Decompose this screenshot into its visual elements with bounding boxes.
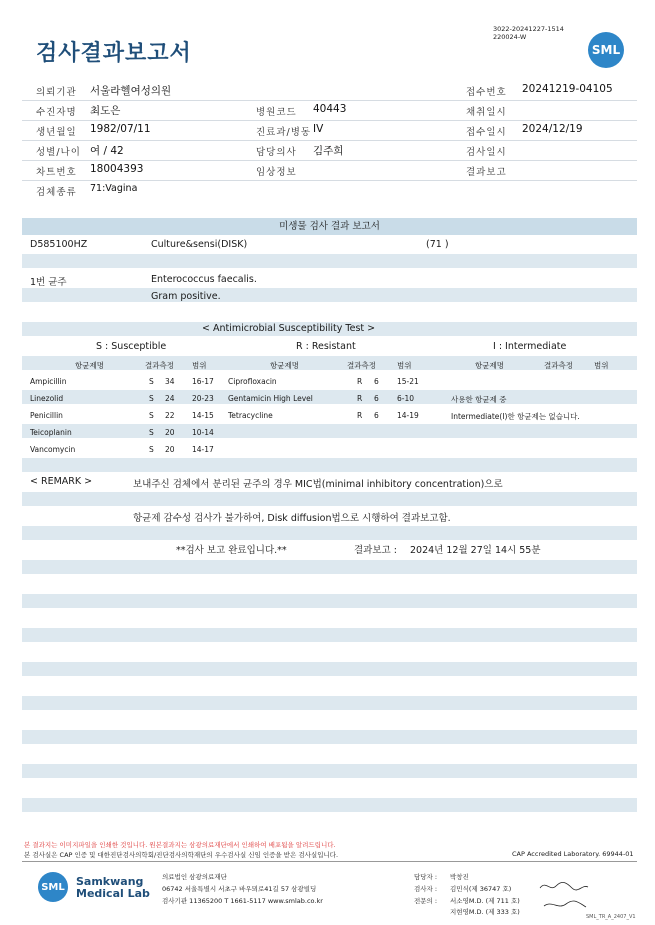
band <box>22 560 637 574</box>
chart-no: 18004393 <box>90 163 144 175</box>
specialist-2: 지현영M.D. (제 333 호) <box>450 908 520 916</box>
intermediate-note: Intermediate(I)한 항균제는 없습니다. <box>451 412 580 421</box>
staff-in-charge: 박창진 <box>450 873 469 881</box>
footer-brand: Samkwang Medical Lab <box>76 875 150 900</box>
gram-stain: Gram positive. <box>151 291 221 302</box>
ast-title: < Antimicrobial Susceptibility Test > <box>202 323 376 334</box>
org-phone: 검사기관 11365200 T 1661-5117 www.smlab.co.kr <box>162 897 323 905</box>
document-code: 3022-20241227-1514 220024-W <box>493 25 564 41</box>
band <box>22 458 637 472</box>
band <box>22 628 637 642</box>
specialist-1: 서소영M.D. (제 711 호) <box>450 897 520 905</box>
remark-line-2: 항균제 감수성 검사가 불가하여, Disk diffusion법으로 시행하여 결과보고함. <box>133 513 451 524</box>
sex-age: 여 / 42 <box>90 145 124 157</box>
receive-date: 2024/12/19 <box>522 123 583 135</box>
report-time: 2024년 12월 27일 14시 55분 <box>410 545 541 556</box>
info-row-4: 성별/나이 여 / 42 담당의사 김주희 검사일시 <box>22 140 637 161</box>
strain-label: 1번 균주 <box>30 277 67 288</box>
specimen: 71:Vagina <box>90 183 138 194</box>
institution: 서울라헬여성의원 <box>90 85 172 97</box>
band <box>22 798 637 812</box>
remark-label: < REMARK > <box>30 476 93 487</box>
intermediate-note: 사용한 항균제 중 <box>451 395 507 404</box>
legend-susceptible: S : Susceptible <box>96 341 167 352</box>
legend-resistant: R : Resistant <box>296 341 356 352</box>
test-code: D585100HZ <box>30 239 88 250</box>
org-name: 의료법인 삼광의료재단 <box>162 873 227 881</box>
band <box>22 288 637 302</box>
tester: 김민식(제 36747 호) <box>450 885 512 893</box>
sml-logo: SML <box>588 32 624 68</box>
patient-name: 최도은 <box>90 105 121 117</box>
info-row-6: 검체종류 71:Vagina <box>36 183 138 198</box>
section-title: 미생물 검사 결과 보고서 <box>22 218 637 235</box>
info-row-5: 차트번호 18004393 임상정보 결과보고 <box>22 160 637 181</box>
band <box>22 390 637 404</box>
band <box>22 424 637 438</box>
org-address: 06742 서울특별시 서초구 바우뫼로41길 57 삼광빌딩 <box>162 885 317 893</box>
receipt-no: 20241219-04105 <box>522 83 613 95</box>
band <box>22 526 637 540</box>
test-num: (71 ) <box>426 239 449 250</box>
band <box>22 492 637 506</box>
info-row-2: 수진자명 최도은 병원코드 40443 채취일시 <box>22 100 637 121</box>
disclaimer-1: 본 결과지는 이미지파일을 인쇄한 것입니다. 원본결과지는 삼광의료재단에서 인쇄하여 배포됨을 알려드립니다. <box>24 841 336 849</box>
dept: IV <box>313 123 324 135</box>
page-title: 검사결과보고서 <box>36 41 192 66</box>
remark-line-1: 보내주신 검체에서 분리된 균주의 경우 MIC법(minimal inhibitory concentration)으로 <box>133 479 503 490</box>
footer-logo: SML <box>38 872 68 902</box>
cap-accreditation: CAP Accredited Laboratory. 69944-01 <box>512 850 634 858</box>
info-row-1: 의뢰기관 서울라헬여성의원 접수번호 20241219-04105 <box>22 80 637 101</box>
band <box>22 594 637 608</box>
complete-text: **검사 보고 완료입니다.** <box>176 545 287 556</box>
test-name: Culture&sensi(DISK) <box>151 239 248 250</box>
disclaimer-2: 본 검사실은 CAP 인증 및 대한진단검사의학회/진단검사의학재단의 우수검사실 신임 인증을 받은 검사실입니다. <box>24 851 339 859</box>
band <box>22 696 637 710</box>
info-row-3: 생년월일 1982/07/11 진료과/병동 IV 접수일시 2024/12/19 <box>22 120 637 141</box>
signature-icon <box>538 878 598 916</box>
report-time-label: 결과보고 : <box>354 545 397 556</box>
legend-intermediate: I : Intermediate <box>493 341 567 352</box>
band <box>22 764 637 778</box>
band <box>22 730 637 744</box>
organism: Enterococcus faecalis. <box>151 274 257 285</box>
form-code: SML_TR_A_2407_V1 <box>586 914 636 920</box>
footer-divider <box>22 861 637 862</box>
dob: 1982/07/11 <box>90 123 151 135</box>
doctor: 김주희 <box>313 145 344 157</box>
band <box>22 662 637 676</box>
ward-code: 40443 <box>313 103 347 115</box>
band <box>22 254 637 268</box>
